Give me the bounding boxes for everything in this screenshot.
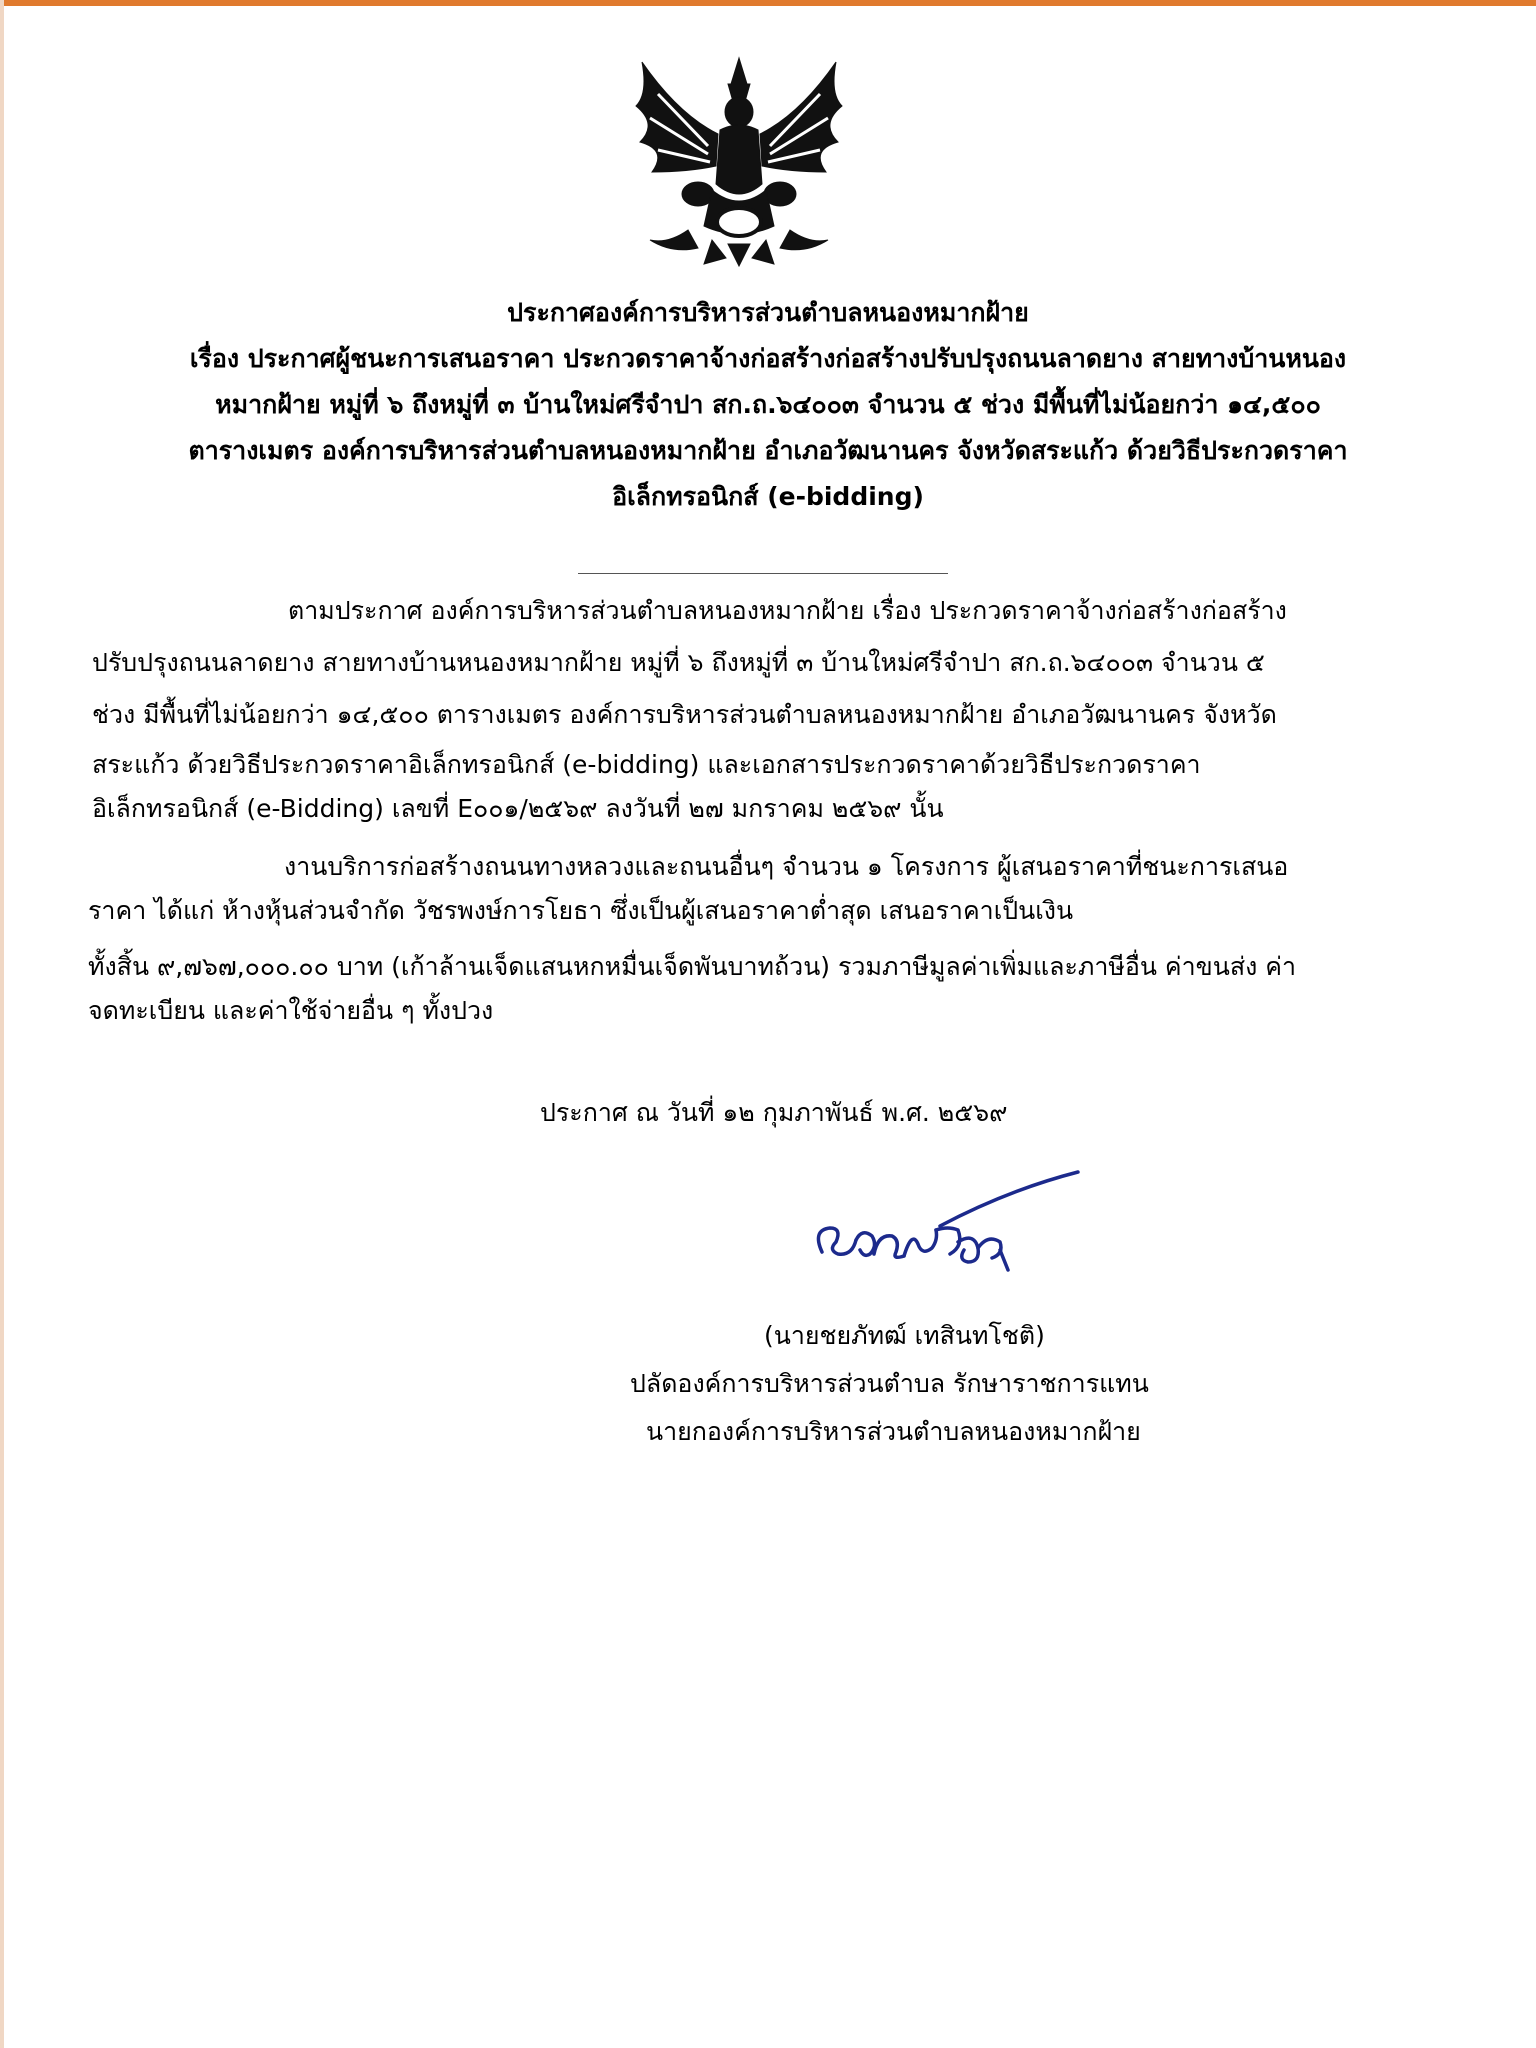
heading-subject-line: หมากฝ้าย หมู่ที่ ๖ ถึงหมู่ที่ ๓ บ้านใหม่ศรีจำปา สก.ถ.๖๔๐๐๓ จำนวน ๕ ช่วง มีพื้นที่ไม่น้อยกว่า ๑๔,๕๐๐	[215, 390, 1321, 419]
signatory-position: ปลัดองค์การบริหารส่วนตำบล รักษาราชการแทน	[630, 1369, 1149, 1398]
paragraph2-line: ทั้งสิ้น ๙,๗๖๗,๐๐๐.๐๐ บาท (เก้าล้านเจ็ดแสนหกหมื่นเจ็ดพันบาทถ้วน) รวมภาษีมูลค่าเพิ่มและภาษีอื่น ค่าขนส่ง ค่า	[88, 952, 1297, 981]
paragraph1-line: ปรับปรุงถนนลาดยาง สายทางบ้านหนองหมากฝ้าย หมู่ที่ ๖ ถึงหมู่ที่ ๓ บ้านใหม่ศรีจำปา สก.ถ.๖๔๐๐๓ จำนวน ๕	[92, 648, 1265, 677]
heading-title: ประกาศองค์การบริหารส่วนตำบลหนองหมากฝ้าย	[507, 298, 1029, 327]
paragraph2-line: ราคา ได้แก่ ห้างหุ้นส่วนจำกัด วัชรพงษ์การโยธา ซึ่งเป็นผู้เสนอราคาต่ำสุด เสนอราคาเป็นเงิน	[88, 896, 1074, 925]
heading-subject-line: ตารางเมตร องค์การบริหารส่วนตำบลหนองหมากฝ้าย อำเภอวัฒนานคร จังหวัดสระแก้ว ด้วยวิธีประกวดราคา	[188, 436, 1348, 465]
scan-edge-top	[0, 0, 1536, 6]
signatory-name: (นายชยภัทฒ์ เทสินทโชติ)	[764, 1321, 1045, 1350]
paragraph1-line: ช่วง มีพื้นที่ไม่น้อยกว่า ๑๔,๕๐๐ ตารางเมตร องค์การบริหารส่วนตำบลหนองหมากฝ้าย อำเภอวัฒนานคร จังหวัด	[92, 700, 1277, 729]
paragraph2-line: งานบริการก่อสร้างถนนทางหลวงและถนนอื่นๆ จำนวน ๑ โครงการ ผู้เสนอราคาที่ชนะการเสนอ	[284, 852, 1289, 881]
heading-divider	[578, 573, 948, 574]
signature-block	[620, 1312, 1220, 1456]
signatory-position: นายกองค์การบริหารส่วนตำบลหนองหมากฝ้าย	[646, 1417, 1141, 1446]
paragraph1-line: ตามประกาศ องค์การบริหารส่วนตำบลหนองหมากฝ้าย เรื่อง ประกวดราคาจ้างก่อสร้างก่อสร้าง	[288, 596, 1287, 625]
heading-subject-line: อิเล็กทรอนิกส์ (e-bidding)	[612, 482, 924, 511]
document-heading	[100, 290, 1436, 520]
paragraph1-line: อิเล็กทรอนิกส์ (e-Bidding) เลขที่ E๐๐๑/๒๕๖๙ ลงวันที่ ๒๗ มกราคม ๒๕๖๙ นั้น	[92, 794, 944, 823]
scan-edge-left	[0, 0, 4, 2048]
paragraph1-line: สระแก้ว ด้วยวิธีประกวดราคาอิเล็กทรอนิกส์ (e-bidding) และเอกสารประกวดราคาด้วยวิธีประกวดราคา	[92, 750, 1201, 779]
paragraph2-line: จดทะเบียน และค่าใช้จ่ายอื่น ๆ ทั้งปวง	[88, 996, 494, 1025]
announcement-date: ประกาศ ณ วันที่ ๑๒ กุมภาพันธ์ พ.ศ. ๒๕๖๙	[540, 1098, 1008, 1127]
handwritten-signature-icon	[808, 1170, 1088, 1280]
heading-subject-line: เรื่อง ประกาศผู้ชนะการเสนอราคา ประกวดราคาจ้างก่อสร้างก่อสร้างปรับปรุงถนนลาดยาง สายทางบ้านหนอง	[189, 344, 1347, 373]
garuda-emblem-icon	[628, 54, 850, 268]
